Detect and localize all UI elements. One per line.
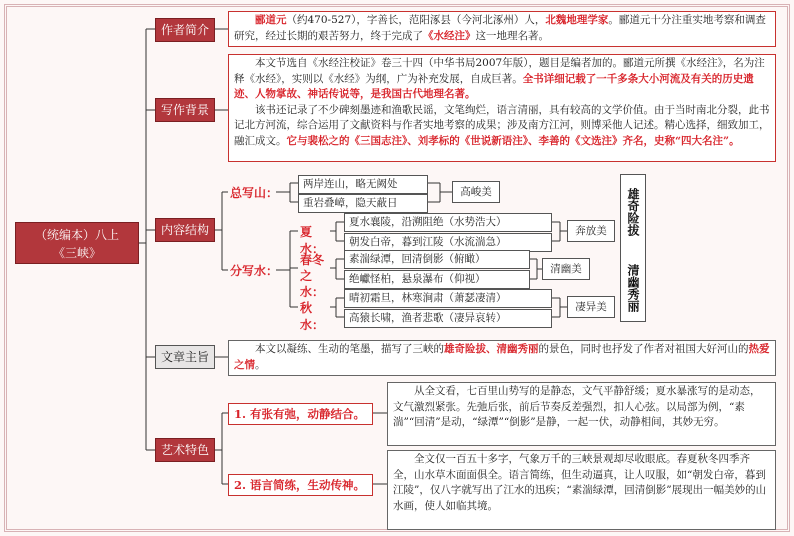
theme-text-2: 的景色，同时也抒发了作者对祖国大好河山的 <box>538 343 749 355</box>
author-name: 郦道元 <box>255 14 287 26</box>
author-intro-box <box>228 11 776 47</box>
background-highlight-2: 它与裴松之的《三国志注》、刘孝标的《世说新语注》、李善的《文选注》齐名，史称“四大名注”。 <box>286 134 740 147</box>
spring-winter-line-2: 绝巘怪柏，悬泉瀑布（仰视） <box>344 270 530 289</box>
theme-box <box>228 340 776 376</box>
section-theme: 文章主旨 <box>155 345 215 369</box>
background-highlight-1: 全书详细记载了一千多条大小河流及有关的历史遗迹、人物掌故、神话传说等，是我国古代地理名著。 <box>234 72 754 100</box>
author-text-2: 。郦道元十分注重实地考察和调查研究，经过长期的艰苦努力，终于完成了 <box>234 14 766 42</box>
autumn-beauty-tag: 凄异美 <box>567 296 615 318</box>
theme-highlight-1: 雄奇险拔、清幽秀丽 <box>444 343 539 355</box>
spring-winter-label-line2: 之水： <box>300 269 325 299</box>
section-art: 艺术特色 <box>155 438 215 462</box>
spring-winter-water-label <box>300 252 334 300</box>
section-author: 作者简介 <box>155 18 215 42</box>
author-text-3: 这一地理名著。 <box>475 29 549 42</box>
theme-highlight-2: 热爱之情 <box>234 343 770 371</box>
autumn-line-2: 高猿长啸，渔者悲歌（凄异哀转） <box>344 309 552 328</box>
background-box <box>228 54 776 162</box>
mountain-beauty-tag: 高峻美 <box>452 181 500 203</box>
summer-line-1: 夏水襄陵，沿溯阻绝（水势浩大） <box>344 213 552 232</box>
summer-water-label: 夏水： <box>300 225 325 256</box>
section-background: 写作背景 <box>155 98 215 122</box>
art-feature-1-text: 从全文看，七百里山势写的是静态，文气平静舒缓；夏水暴涨写的是动态，文气激烈紧张。先弛后张，前后节奏反差强烈，扣人心弦。以局部为例，“素湍”“回清”是动，“绿潭”“倒影”是静，一起一伏，动静相间，其妙无穷。 <box>387 382 776 446</box>
author-title-highlight: 北魏地理学家 <box>545 14 609 26</box>
background-text-1: 本文节选自《水经注校证》卷三十四（中华书局2007年版），题目是编者加的。郦道元所撰《水经注》，名为注释《水经》，实则以《水经》为纲，广为补充发展，自成巨著。 <box>234 57 765 85</box>
mountain-line-1: 两岸连山，略无阙处 <box>298 175 428 194</box>
theme-text-1: 本文以凝练、生动的笔墨，描写了三峡的 <box>255 343 444 355</box>
art-feature-1-label: 1. 有张有弛，动静结合。 <box>228 403 373 425</box>
art-feature-2-label: 2. 语言简练，生动传神。 <box>228 474 373 496</box>
root-node <box>15 222 139 264</box>
summary-majestic: 雄奇险拔 <box>626 188 640 236</box>
summer-beauty-tag: 奔放美 <box>567 220 615 242</box>
art-feature-2-text: 全文仅一百五十多字，气象万千的三峡景观却尽收眼底。春夏秋冬四季齐全，山水草木面面俱全。语言简练，但生动逼真，让人叹服，如“朝发白帝，暮到江陵”，仅八字就写出了江水的迅疾；“素湍绿潭，回清倒影”展现出一幅美妙的山水画，使人如临其境。 <box>387 450 776 530</box>
autumn-line-1: 晴初霜旦，林寒涧肃（萧瑟凄清） <box>344 289 552 308</box>
summary-serene: 清幽秀丽 <box>626 264 640 312</box>
mountain-line-2: 重岩叠嶂，隐天蔽日 <box>298 194 428 213</box>
author-text-1: （约470-527），字善长，范阳涿县（今河北涿州）人， <box>286 14 546 26</box>
spring-winter-line-1: 素湍绿潭，回清倒影（俯瞰） <box>344 250 530 269</box>
theme-text-3: 。 <box>255 358 266 371</box>
root-title-line1: （统编本）八上 <box>34 228 119 242</box>
water-label: 分写水： <box>230 264 279 278</box>
section-content: 内容结构 <box>155 218 215 242</box>
summary-column <box>620 174 646 322</box>
author-book-highlight: 《水经注》 <box>423 29 476 42</box>
spring-winter-beauty-tag: 清幽美 <box>542 258 590 280</box>
background-text-2: 该书还记录了不少碑刻墨迹和渔歌民谣，文笔绚烂，语言清丽，具有较高的文学价值。由于当时南北分裂，此书记北方河流，综合运用了文献资料与作者实地考察的成果；涉及南方江河，则博采他人记述。精心选择，细致加工，融汇成文。 <box>234 103 770 147</box>
summer-line-2: 朝发白帝，暮到江陵（水流湍急） <box>344 233 552 252</box>
spring-winter-label-line1: 春冬 <box>300 253 325 267</box>
autumn-water-label: 秋水： <box>300 301 325 332</box>
root-title-line2: 《三峡》 <box>52 246 101 260</box>
overall-mountain-label: 总写山： <box>230 186 279 200</box>
